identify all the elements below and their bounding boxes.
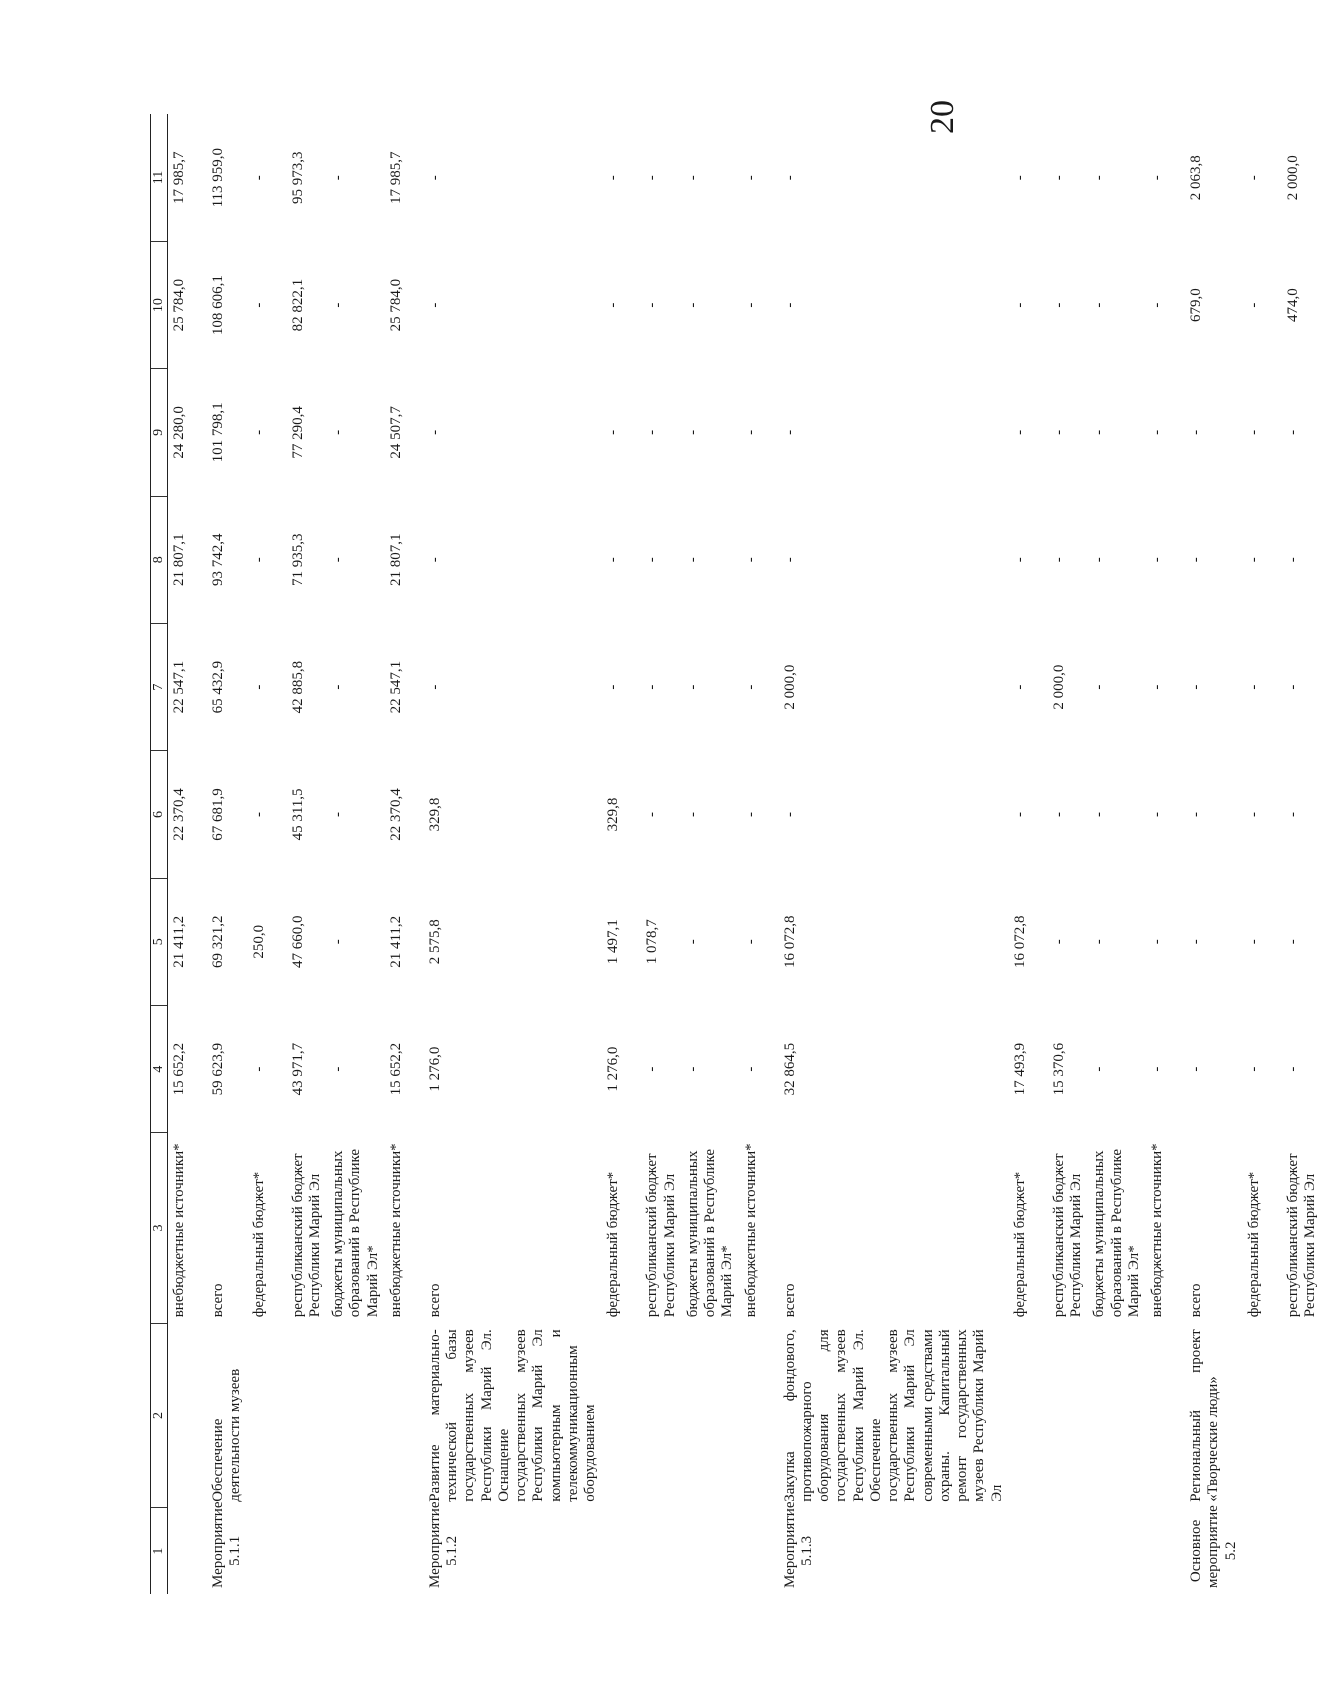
table-row (248, 114, 287, 1594)
amount-cell: - (684, 939, 701, 945)
amount-cell: 21 807,1 (387, 533, 404, 586)
funding-source-cell: всего (210, 1283, 227, 1318)
amount-cell: - (644, 684, 661, 690)
amount-cell: - (1091, 684, 1108, 690)
amount-cell: - (1011, 684, 1028, 690)
activity-name-cell (1048, 1323, 1089, 1507)
amount-cell: - (1091, 811, 1108, 817)
amount-cell: 101 798,1 (210, 402, 227, 463)
funding-source-cell: внебюджетные источники* (1149, 1143, 1166, 1318)
activity-number-cell (1088, 1508, 1146, 1594)
funding-source-cell: республиканский бюджет Республики Марий Эл (1050, 1153, 1085, 1318)
activity-name-cell (740, 1323, 779, 1507)
column-number-row (151, 114, 168, 1594)
funding-source-cell: федеральный бюджет* (250, 1171, 267, 1318)
amount-cell: 1 497,1 (605, 919, 622, 965)
amount-cell: 2 000,0 (781, 664, 798, 710)
amount-cell: - (742, 175, 759, 181)
amount-cell: 95 973,3 (289, 151, 306, 204)
table-row (327, 114, 385, 1594)
amount-cell: - (1245, 302, 1262, 308)
amount-cell: 15 370,6 (1050, 1042, 1067, 1096)
activity-name-cell (1243, 1323, 1282, 1507)
amount-cell: - (781, 175, 798, 181)
amount-cell: 24 280,0 (171, 406, 188, 459)
amount-cell: - (1050, 175, 1067, 181)
amount-cell: - (1050, 557, 1067, 563)
activity-number-cell (602, 1508, 641, 1594)
activity-number-cell (1282, 1508, 1322, 1594)
funding-source-cell: федеральный бюджет* (1245, 1171, 1262, 1318)
amount-cell: 474,0 (1284, 288, 1301, 322)
amount-cell: 21 807,1 (171, 533, 188, 586)
activity-number-cell (740, 1508, 779, 1594)
amount-cell: - (1050, 939, 1067, 945)
amount-cell: - (250, 302, 267, 308)
activity-number-cell (287, 1508, 328, 1594)
amount-cell: - (250, 557, 267, 563)
amount-cell: - (781, 811, 798, 817)
amount-cell: 17 985,7 (171, 151, 188, 204)
amount-cell: - (426, 557, 443, 563)
funding-source-cell: республиканский бюджет Республики Марий Эл (644, 1153, 678, 1318)
activity-name-cell (641, 1323, 682, 1507)
amount-cell: - (684, 1066, 701, 1072)
amount-cell: - (1011, 811, 1028, 817)
page-number: 20 (924, 100, 961, 134)
amount-cell: - (330, 302, 347, 308)
amount-cell: 2 063,8 (1188, 155, 1205, 201)
amount-cell: - (1149, 302, 1166, 308)
amount-cell: 21 411,2 (171, 915, 188, 968)
amount-cell: - (684, 557, 701, 563)
activity-name-cell (287, 1323, 328, 1507)
amount-cell: - (644, 557, 661, 563)
rotated-table-sheet (150, 114, 1319, 1594)
funding-source-cell: всего (426, 1283, 443, 1318)
activity-name-cell (682, 1323, 740, 1507)
funding-source-cell: бюджеты муниципальных образований в Республике Марий Эл* (1091, 1148, 1142, 1318)
amount-cell: - (250, 175, 267, 181)
amount-cell: - (1091, 939, 1108, 945)
amount-cell: 22 370,4 (387, 788, 404, 841)
activity-name-cell (168, 1323, 208, 1507)
amount-cell: 71 935,3 (289, 533, 306, 586)
column-number: 5 (151, 878, 168, 1005)
table-row (168, 114, 208, 1594)
column-number: 4 (151, 1005, 168, 1132)
amount-cell: - (1091, 1066, 1108, 1072)
amount-cell: - (605, 302, 622, 308)
amount-cell: 59 623,9 (210, 1042, 227, 1096)
funding-source-cell: федеральный бюджет* (605, 1171, 622, 1318)
activity-name-cell (602, 1323, 641, 1507)
amount-cell: - (1091, 557, 1108, 563)
amount-cell: - (250, 429, 267, 435)
funding-source-cell: внебюджетные источники* (387, 1143, 404, 1318)
funding-source-cell: федеральный бюджет* (1011, 1171, 1028, 1318)
amount-cell: 42 885,8 (289, 660, 306, 714)
funding-source-cell: всего (781, 1283, 798, 1318)
amount-cell: - (1011, 557, 1028, 563)
amount-cell: - (1245, 429, 1262, 435)
amount-cell: 2 575,8 (426, 919, 443, 965)
amount-cell: - (1188, 429, 1205, 435)
activity-number-cell (1243, 1508, 1282, 1594)
amount-cell: 43 971,7 (289, 1042, 306, 1096)
activity-number-cell (682, 1508, 740, 1594)
table-row (779, 114, 1009, 1594)
amount-cell: - (1245, 1066, 1262, 1072)
table-row (1243, 114, 1282, 1594)
amount-cell: - (330, 175, 347, 181)
amount-cell: - (644, 429, 661, 435)
amount-cell: 22 547,1 (387, 660, 404, 714)
activity-number-cell (1048, 1508, 1089, 1594)
column-number: 11 (151, 114, 168, 241)
table-row (424, 114, 603, 1594)
amount-cell: - (1091, 175, 1108, 181)
amount-cell: - (644, 302, 661, 308)
amount-cell: - (684, 429, 701, 435)
amount-cell: 47 660,0 (289, 915, 306, 969)
activity-name-cell: Региональный проект «Творческие люди» (1188, 1329, 1222, 1502)
amount-cell: 32 864,5 (781, 1042, 798, 1096)
amount-cell: 24 507,7 (387, 406, 404, 459)
column-number: 3 (151, 1133, 168, 1324)
amount-cell: - (426, 302, 443, 308)
amount-cell: - (781, 557, 798, 563)
amount-cell: - (250, 811, 267, 817)
activity-number-cell: Основное мероприятие 5.2 (1188, 1505, 1239, 1588)
activity-name-cell: Закупка фондового, противопожарного оборудования для государственных музеев Республики Марий Эл. Обеспечение государственных музеев Республики Марий Эл современными средствами охраны. Капитальный ремонт государственных музеев Республики Марий Эл (781, 1329, 1005, 1502)
activity-number-cell (641, 1508, 682, 1594)
amount-cell: 17 493,9 (1011, 1042, 1028, 1096)
activity-name-cell: Обеспечение деятельности музеев (210, 1368, 244, 1502)
table-row (207, 114, 248, 1594)
funding-source-cell: всего (1188, 1283, 1205, 1318)
amount-cell: - (1050, 811, 1067, 817)
amount-cell: - (1149, 811, 1166, 817)
amount-cell: - (1011, 429, 1028, 435)
amount-cell: - (1188, 684, 1205, 690)
amount-cell: 22 547,1 (171, 660, 188, 714)
amount-cell: - (1149, 429, 1166, 435)
amount-cell: - (605, 557, 622, 563)
table-row (385, 114, 424, 1594)
amount-cell: 93 742,4 (210, 533, 227, 586)
column-number: 1 (151, 1508, 168, 1594)
amount-cell: - (330, 939, 347, 945)
amount-cell: 77 290,4 (289, 406, 306, 459)
amount-cell: 250,0 (250, 924, 267, 959)
amount-cell: - (742, 1066, 759, 1072)
amount-cell: - (1149, 939, 1166, 945)
amount-cell: - (684, 302, 701, 308)
activity-name-cell (1146, 1323, 1185, 1507)
activity-name-cell (1009, 1323, 1048, 1507)
amount-cell: - (1245, 684, 1262, 690)
amount-cell: 67 681,9 (210, 788, 227, 841)
amount-cell: 329,8 (426, 797, 443, 832)
amount-cell: - (1050, 429, 1067, 435)
funding-source-cell: республиканский бюджет Республики Марий Эл (1284, 1153, 1319, 1318)
table-row (682, 114, 740, 1594)
activity-number-cell (327, 1508, 385, 1594)
amount-cell: 16 072,8 (1011, 915, 1028, 969)
amount-cell: 16 072,8 (781, 915, 798, 969)
amount-cell: - (1091, 429, 1108, 435)
activity-name-cell (327, 1323, 385, 1507)
amount-cell: - (605, 684, 622, 690)
amount-cell: 22 370,4 (171, 788, 188, 841)
amount-cell: 25 784,0 (171, 278, 188, 332)
amount-cell: - (1149, 684, 1166, 690)
amount-cell: - (605, 429, 622, 435)
amount-cell: - (1245, 175, 1262, 181)
amount-cell: - (1091, 302, 1108, 308)
funding-source-cell: внебюджетные источники* (742, 1143, 759, 1318)
amount-cell: - (742, 557, 759, 563)
amount-cell: 1 276,0 (605, 1046, 622, 1092)
amount-cell: 1 078,7 (644, 919, 661, 965)
activity-name-cell: Развитие материально-технической базы государственных музеев Республики Марий Эл. Оснащение государственных музеев Республики Марий Эл компьютерным и телекоммуникационным оборудованием (426, 1329, 599, 1502)
amount-cell: - (742, 811, 759, 817)
amount-cell: - (1149, 557, 1166, 563)
column-number: 7 (151, 623, 168, 750)
amount-cell: - (1284, 1066, 1301, 1072)
amount-cell: - (1188, 811, 1205, 817)
amount-cell: 65 432,9 (210, 660, 227, 714)
table-row (1282, 114, 1322, 1594)
amount-cell: - (1011, 175, 1028, 181)
amount-cell: - (1011, 302, 1028, 308)
amount-cell: - (781, 302, 798, 308)
column-number: 8 (151, 496, 168, 623)
table-row (287, 114, 328, 1594)
amount-cell: - (1284, 939, 1301, 945)
amount-cell: - (330, 557, 347, 563)
activity-name-cell (385, 1323, 424, 1507)
activity-name-cell (1282, 1323, 1322, 1507)
amount-cell: 2 000,0 (1284, 155, 1301, 201)
funding-source-cell: бюджеты муниципальных образований в Республике Марий Эл* (330, 1148, 381, 1318)
amount-cell: - (644, 175, 661, 181)
amount-cell: - (426, 429, 443, 435)
amount-cell: 1 276,0 (426, 1046, 443, 1092)
amount-cell: 113 959,0 (210, 147, 227, 208)
amount-cell: - (684, 175, 701, 181)
amount-cell: - (684, 684, 701, 690)
activity-number-cell (248, 1508, 287, 1594)
amount-cell: - (742, 302, 759, 308)
amount-cell: - (250, 684, 267, 690)
amount-cell: - (1188, 1066, 1205, 1072)
table-row (641, 114, 682, 1594)
amount-cell: - (1284, 557, 1301, 563)
amount-cell: - (605, 175, 622, 181)
amount-cell: - (330, 429, 347, 435)
amount-cell: - (1245, 557, 1262, 563)
amount-cell: - (330, 811, 347, 817)
amount-cell: - (644, 811, 661, 817)
amount-cell: - (1245, 939, 1262, 945)
activity-number-cell (1009, 1508, 1048, 1594)
amount-cell: - (644, 1066, 661, 1072)
funding-source-cell: бюджеты муниципальных образований в Республике Марий Эл* (684, 1148, 736, 1318)
funding-source-cell: республиканский бюджет Республики Марий Эл (289, 1153, 323, 1318)
activity-number-cell (385, 1508, 424, 1594)
amount-cell: 17 985,7 (387, 151, 404, 204)
amount-cell: 69 321,2 (210, 915, 227, 969)
amount-cell: 45 311,5 (289, 788, 306, 841)
amount-cell: 108 606,1 (210, 275, 227, 336)
amount-cell: - (426, 175, 443, 181)
amount-cell: 82 822,1 (289, 278, 306, 332)
amount-cell: - (1245, 811, 1262, 817)
amount-cell: 15 652,2 (387, 1042, 404, 1096)
table-row (1088, 114, 1146, 1594)
amount-cell: - (1284, 811, 1301, 817)
table-row (1009, 114, 1048, 1594)
amount-cell: - (426, 684, 443, 690)
activity-number-cell: Мероприятие 5.1.1 (210, 1501, 244, 1588)
column-number: 9 (151, 369, 168, 496)
amount-cell: 329,8 (605, 797, 622, 832)
amount-cell: - (1284, 429, 1301, 435)
amount-cell: - (1149, 175, 1166, 181)
amount-cell: - (684, 811, 701, 817)
amount-cell: - (742, 939, 759, 945)
amount-cell: 15 652,2 (171, 1042, 188, 1096)
table-row (1146, 114, 1185, 1594)
activity-name-cell (1088, 1323, 1146, 1507)
amount-cell: - (250, 1066, 267, 1072)
amount-cell: 21 411,2 (387, 915, 404, 968)
amount-cell: - (781, 429, 798, 435)
column-number: 2 (151, 1323, 168, 1507)
activity-name-cell (248, 1323, 287, 1507)
amount-cell: - (1284, 684, 1301, 690)
activity-number-cell: Мероприятие 5.1.2 (426, 1501, 461, 1588)
amount-cell: - (330, 684, 347, 690)
budget-table (150, 114, 1322, 1594)
amount-cell: - (330, 1066, 347, 1072)
amount-cell: - (1149, 1066, 1166, 1072)
funding-source-cell: внебюджетные источники* (171, 1143, 188, 1318)
table-row (1185, 114, 1243, 1594)
amount-cell: - (742, 429, 759, 435)
activity-number-cell: Мероприятие 5.1.3 (781, 1501, 815, 1588)
table-row (740, 114, 779, 1594)
column-number: 10 (151, 241, 168, 368)
amount-cell: - (1188, 557, 1205, 563)
amount-cell: - (1050, 302, 1067, 308)
column-number: 6 (151, 751, 168, 878)
amount-cell: - (1188, 939, 1205, 945)
amount-cell: 679,0 (1188, 288, 1205, 322)
table-row (602, 114, 641, 1594)
table-row (1048, 114, 1089, 1594)
activity-number-cell (168, 1508, 208, 1594)
amount-cell: 2 000,0 (1050, 664, 1067, 710)
amount-cell: 25 784,0 (387, 278, 404, 332)
amount-cell: - (742, 684, 759, 690)
activity-number-cell (1146, 1508, 1185, 1594)
